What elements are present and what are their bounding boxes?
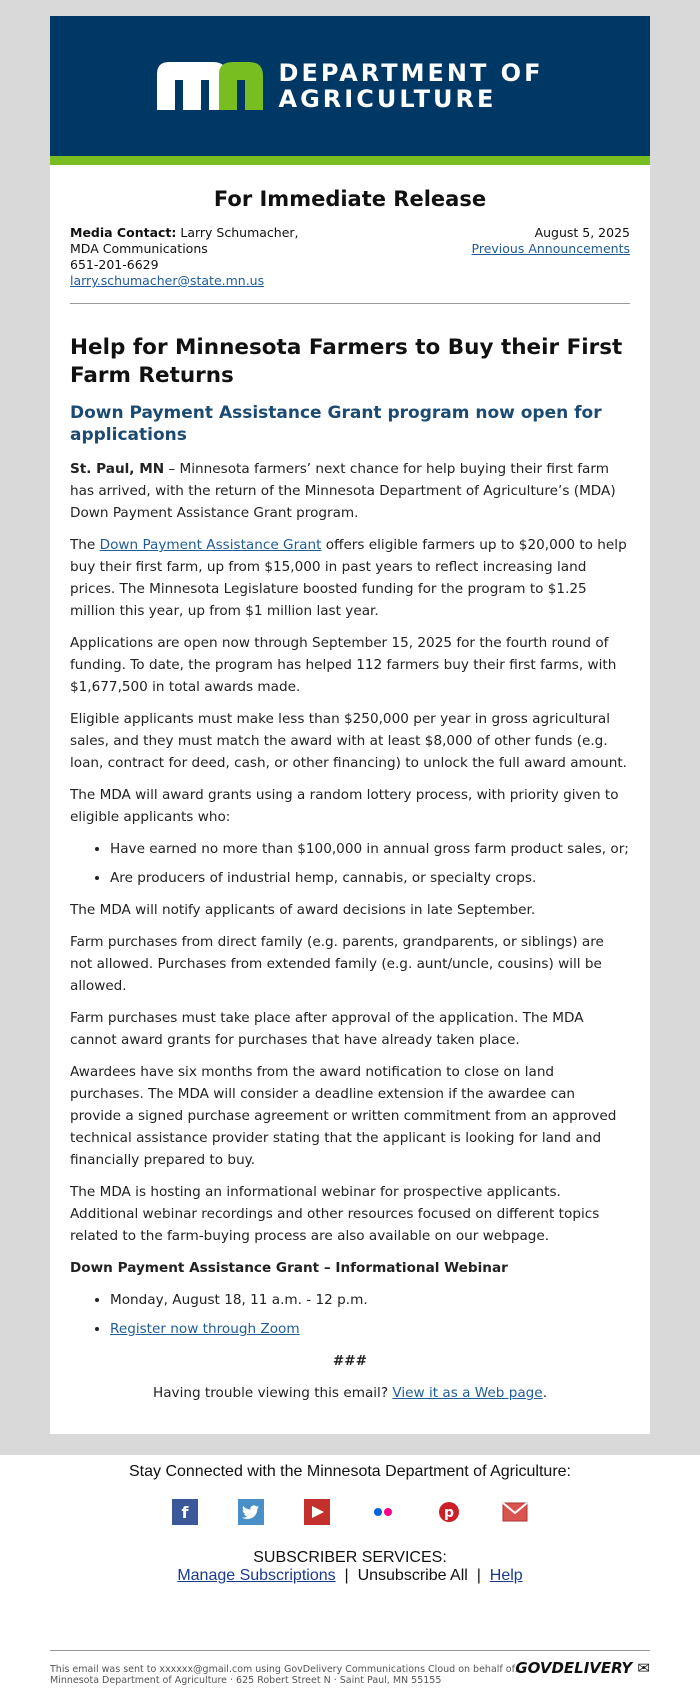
paragraph-3: Applications are open now through September 15, 2025 for the fourth round of funding. To date, the program has helped 112 farmers buy their first farms, with $1,677,500 in total awards made.: [70, 635, 617, 695]
stay-connected-text: Stay Connected with the Minnesota Department of Agriculture:: [128, 1463, 571, 1480]
paragraph-4: Eligible applicants must make less than $250,000 per year in gross agricultural sales, and they must match the award with at least $8,000 of other funds (e.g. loan, contract for deed, cash, or other financing) to unlock the full award amount.: [70, 711, 627, 771]
release-heading: For Immediate Release: [213, 187, 487, 211]
paragraph-9: Awardees have six months from the award notification to close on land purchases. The MDA will consider a deadline extension if the awardee can provide a signed purchase agreement or written commitment from an approved technical assistance provider stating that the applicant is looking for land and financially prepared to buy.: [70, 1064, 617, 1168]
release-meta: [472, 225, 630, 289]
paragraph-1: [70, 458, 630, 524]
envelope-icon: ✉: [637, 1659, 650, 1677]
media-contact-org: MDA Communications: [70, 241, 208, 256]
svg-text:p: p: [443, 1505, 455, 1521]
media-contact-label: Media Contact:: [70, 225, 177, 240]
footer: [0, 1455, 700, 1585]
webinar-heading: [70, 1257, 630, 1279]
paragraph-6: The MDA will notify applicants of award decisions in late September.: [70, 902, 536, 918]
trouble-viewing-text: Having trouble viewing this email?: [152, 1385, 393, 1401]
logo-line2: AGRICULTURE: [278, 85, 497, 113]
unsubscribe-all[interactable]: Unsubscribe All: [357, 1567, 468, 1584]
trouble-viewing-period: .: [542, 1385, 548, 1401]
trouble-viewing: [70, 1382, 630, 1404]
govdelivery-text: GOVDELIVERY: [515, 1659, 633, 1677]
list-item: [110, 1318, 630, 1340]
separator: |: [467, 1567, 490, 1584]
article-title: Help for Minnesota Farmers to Buy their First Farm Returns: [70, 335, 623, 388]
webinar-heading-text: Down Payment Assistance Grant – Informational Webinar: [70, 1260, 508, 1276]
separator: |: [335, 1567, 358, 1584]
youtube-icon[interactable]: [304, 1499, 330, 1525]
media-contact-email-link[interactable]: larry.schumacher@state.mn.us: [70, 273, 265, 288]
header-banner: [50, 16, 650, 156]
paragraph-1-text: – Minnesota farmers’ next chance for help buying their first farm has arrived, with the return of the Minnesota Department of Agriculture’s (MDA) Down Payment Assistance Grant program.: [70, 461, 616, 521]
email-icon[interactable]: [502, 1499, 528, 1525]
media-contact-phone: 651-201-6629: [70, 257, 159, 272]
previous-announcements-link[interactable]: Previous Announcements: [471, 241, 630, 256]
logo-wordmark: [279, 60, 544, 112]
paragraph-7: Farm purchases from direct family (e.g. parents, grandparents, or siblings) are not allowed. Purchases from extended family (e.g. aunt/uncle, cousins) will be allowed.: [70, 934, 604, 994]
register-zoom-link[interactable]: Register now through Zoom: [110, 1321, 300, 1337]
mn-logo-icon: [157, 62, 263, 110]
flickr-icon[interactable]: [370, 1499, 396, 1525]
release-date: August 5, 2025: [534, 225, 630, 240]
paragraph-2-post: offers eligible farmers up to $20,000 to help buy their first farm, up from $15,000 in past years to reflect increasing land prices. The Minnesota Legislature boosted funding for the program to $1.25 million this year, up from $1 million last year.: [70, 537, 627, 619]
end-mark-text: ###: [332, 1353, 368, 1369]
divider: [70, 303, 630, 304]
grant-program-link[interactable]: Down Payment Assistance Grant: [99, 537, 322, 553]
end-mark: [70, 1350, 630, 1372]
view-web-page-link[interactable]: View it as a Web page: [392, 1385, 543, 1401]
subscriber-services-title: SUBSCRIBER SERVICES:: [253, 1549, 447, 1566]
contact-row: [70, 225, 630, 289]
paragraph-8: Farm purchases must take place after approval of the application. The MDA cannot award grants for purchases that have already taken place.: [70, 1010, 584, 1048]
media-contact: [70, 225, 299, 289]
dateline: St. Paul, MN: [70, 461, 165, 477]
logo-line1: DEPARTMENT OF: [278, 59, 544, 87]
list-item: • Have earned no more than $100,000 in annual gross farm product sales, or;: [110, 838, 630, 860]
legal-text: This email was sent to xxxxxx@gmail.com using GovDelivery Communications Cloud on behalf of: Minnesota Department of Agriculture · 625 Robert Street N · Saint Paul, MN 55155: [50, 1664, 518, 1686]
subscriber-links: [0, 1567, 700, 1585]
media-contact-name: Larry Schumacher,: [176, 225, 299, 240]
email-content: [50, 187, 650, 1404]
webinar-date: • Monday, August 18, 11 a.m. - 12 p.m.: [110, 1289, 630, 1311]
paragraph-2-pre: The: [70, 537, 100, 553]
paragraph-2: [70, 534, 630, 622]
pinterest-icon[interactable]: [436, 1499, 462, 1525]
article-subtitle: Down Payment Assistance Grant program now open for applications: [70, 403, 602, 445]
paragraph-10: The MDA is hosting an informational webinar for prospective applicants. Additional webinar recordings and other resources focused on different topics related to the farm-buying process are also available on our webpage.: [70, 1184, 600, 1244]
webinar-list: [70, 1289, 630, 1340]
twitter-icon[interactable]: [238, 1499, 264, 1525]
mda-logo: [157, 60, 544, 112]
social-icons: [0, 1499, 700, 1525]
manage-subscriptions-link[interactable]: Manage Subscriptions: [177, 1567, 336, 1584]
list-item: • Are producers of industrial hemp, cannabis, or specialty crops.: [110, 867, 630, 889]
legal-footer: [50, 1650, 650, 1686]
govdelivery-logo[interactable]: [515, 1659, 650, 1677]
paragraph-5: The MDA will award grants using a random lottery process, with priority given to eligible applicants who:: [70, 787, 619, 825]
email-card: [50, 16, 650, 1434]
help-link[interactable]: Help: [489, 1567, 523, 1584]
priority-list: [70, 838, 630, 889]
green-accent-bar: [50, 156, 650, 165]
facebook-icon[interactable]: f: [172, 1499, 198, 1525]
